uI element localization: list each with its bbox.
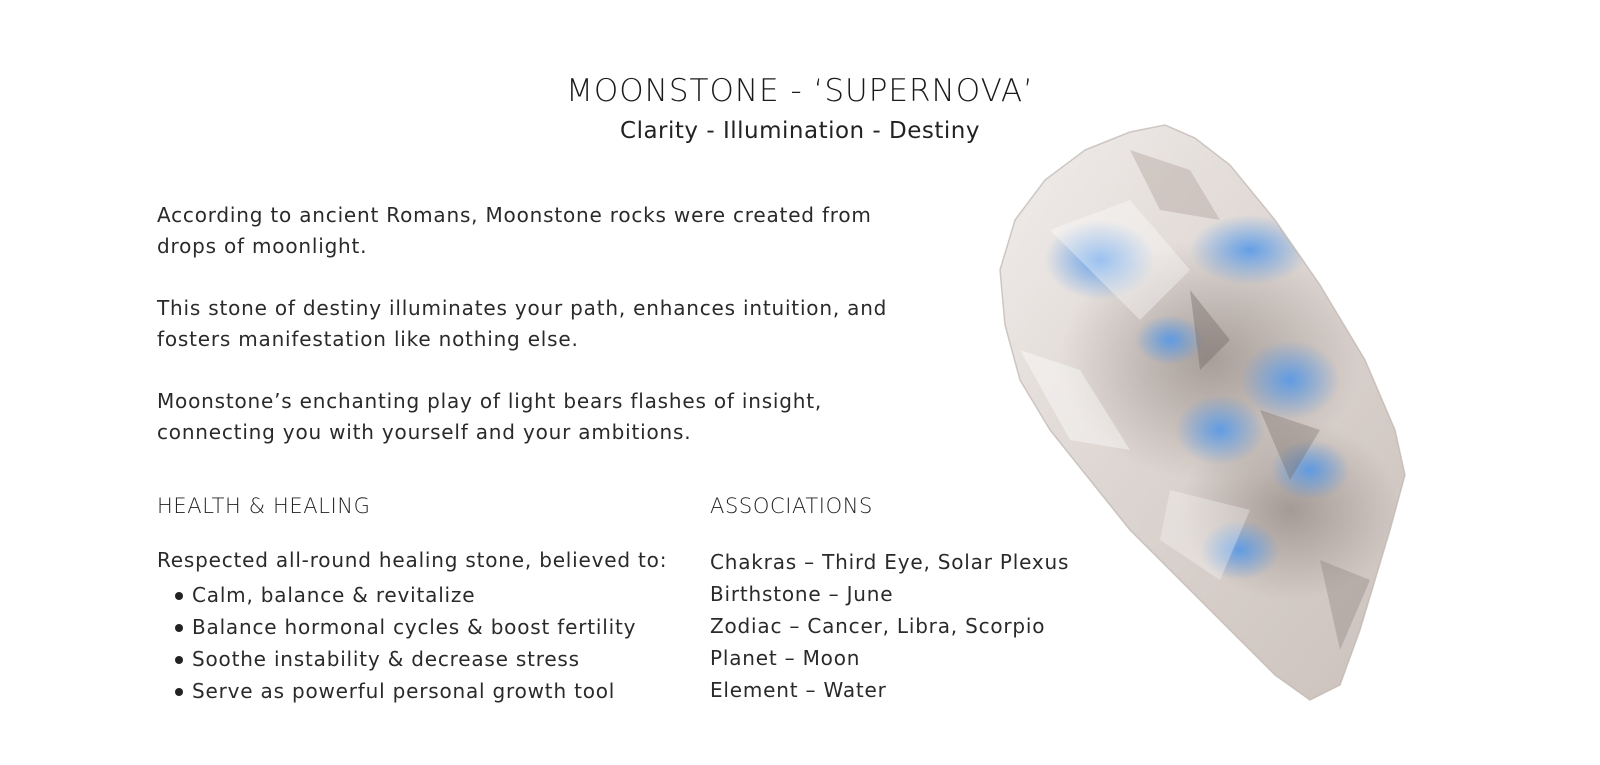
page-subtitle: Clarity - Illumination - Destiny <box>620 118 980 144</box>
intro-paragraph: Moonstone’s enchanting play of light bears flashes of insight, connecting you with yourself and your ambitions. <box>157 389 823 444</box>
moonstone-image <box>990 110 1450 710</box>
health-lead: Respected all-round healing stone, believed to: <box>157 548 668 572</box>
list-item: Soothe instability & decrease stress <box>175 643 636 675</box>
health-list <box>175 579 636 707</box>
list-item: Balance hormonal cycles & boost fertility <box>175 611 636 643</box>
associations-heading: ASSOCIATIONS <box>710 494 873 518</box>
intro-paragraph: This stone of destiny illuminates your path, enhances intuition, and fosters manifestation like nothing else. <box>157 296 888 351</box>
list-item: Zodiac – Cancer, Libra, Scorpio <box>710 614 1046 638</box>
list-item: Chakras – Third Eye, Solar Plexus <box>710 550 1070 574</box>
list-item: Calm, balance & revitalize <box>175 579 636 611</box>
health-heading: HEALTH & HEALING <box>157 494 371 518</box>
page-title: MOONSTONE - ‘SUPERNOVA’ <box>566 72 1034 109</box>
intro-text <box>157 200 917 479</box>
list-item: Birthstone – June <box>710 582 894 606</box>
list-item: Serve as powerful personal growth tool <box>175 675 636 707</box>
intro-paragraph: According to ancient Romans, Moonstone rocks were created from drops of moonlight. <box>157 203 872 258</box>
list-item: Planet – Moon <box>710 646 861 670</box>
list-item: Element – Water <box>710 678 887 702</box>
